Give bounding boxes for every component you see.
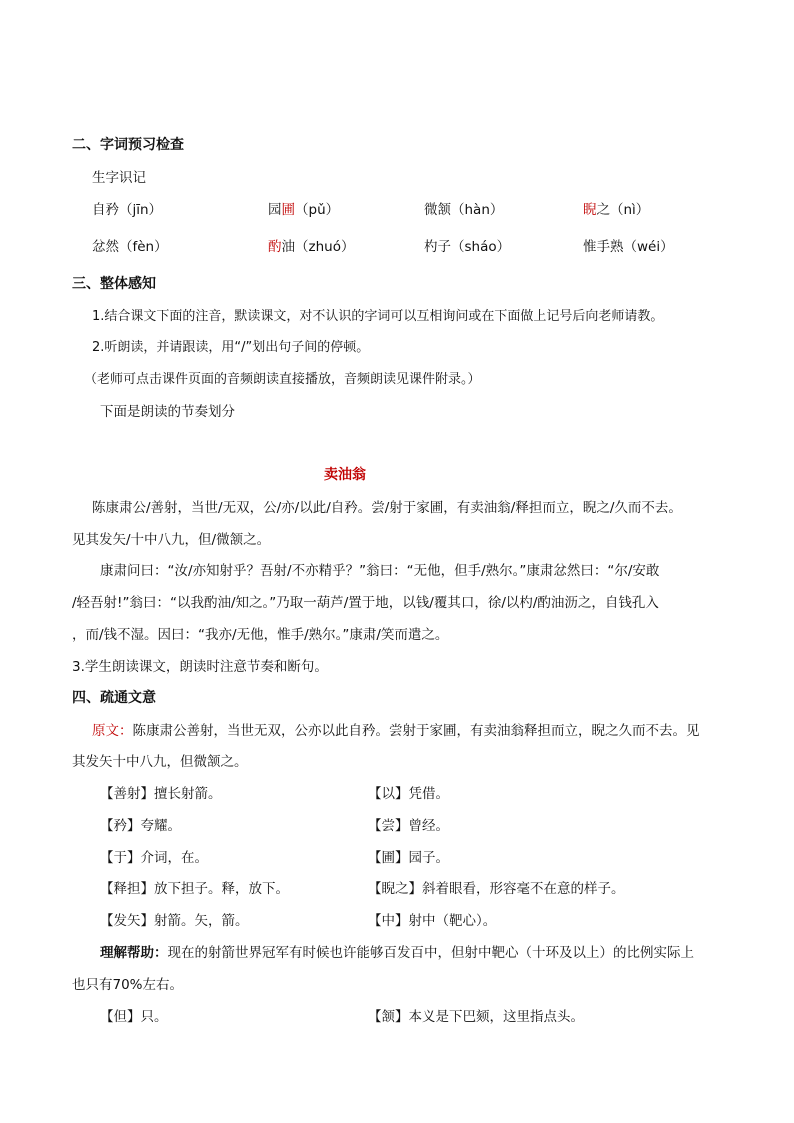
teacher-note: （老师可点击课件页面的音频朗读直接播放，音频朗读见课件附录。） [84, 372, 481, 387]
vocab-item: 忿然（fèn） [92, 239, 168, 255]
gloss-item: 【矜】夸耀。 [100, 818, 181, 834]
subheading-new-characters: 生字识记 [92, 170, 146, 186]
vocab-item: 杓子（sháo） [424, 239, 511, 255]
text-line: 见其发矢/十中八九，但/微颔之。 [72, 532, 271, 548]
gloss-item: 【中】射中（靶心）。 [368, 913, 497, 929]
reading-instruction: 3.学生朗读课文，朗读时注意节奏和断句。 [72, 659, 328, 675]
original-label: 原文： [92, 723, 133, 739]
help-label: 理解帮助： [100, 945, 168, 961]
text-title: 卖油翁 [324, 467, 366, 483]
gloss-item: 【睨之】斜着眼看，形容毫不在意的样子。 [368, 881, 625, 897]
vocab-item: 自矜（jīn） [92, 202, 163, 218]
gloss-item: 【发矢】射箭。矢，箭。 [100, 913, 249, 929]
vocab-item: 微颔（hàn） [424, 202, 504, 218]
gloss-item: 【但】只。 [100, 1009, 168, 1025]
gloss-item: 【于】介词，在。 [100, 850, 208, 866]
original-text-line: 原文：陈康肃公善射，当世无双，公亦以此自矜。尝射于家圃，有卖油翁释担而立，睨之久而不去。见 [92, 723, 700, 739]
vocab-item: 睨之（nì） [583, 202, 650, 218]
rhythm-intro: 下面是朗读的节奏划分 [100, 404, 235, 420]
instruction-1: 1.结合课文下面的注音，默读课文，对不认识的字词可以互相询问或在下面做上记号后向老师请教。 [92, 309, 664, 324]
gloss-item: 【善射】擅长射箭。 [100, 786, 222, 802]
section-heading-vocab: 二、字词预习检查 [72, 137, 184, 153]
text-line: 康肃问曰：“汝/亦知射乎？吾射/不亦精乎？”翁曰：“无他，但手/熟尔。”康肃忿然曰：“尔/安敢 [100, 563, 660, 579]
vocab-item: 酌油（zhuó） [268, 239, 355, 255]
gloss-item: 【圃】园子。 [368, 850, 449, 866]
section-heading-meaning: 四、疏通文意 [72, 690, 156, 706]
vocab-item: 园圃（pǔ） [268, 202, 340, 218]
original-text-line: 其发矢十中八九，但微颔之。 [72, 754, 248, 770]
comprehension-help-cont: 也只有70%左右。 [72, 977, 184, 993]
gloss-item: 【颔】本义是下巴颏，这里指点头。 [368, 1009, 584, 1025]
section-heading-overview: 三、整体感知 [72, 276, 156, 292]
comprehension-help: 理解帮助：现在的射箭世界冠军有时候也许能够百发百中，但射中靶心（十环及以上）的比例实际上 [100, 945, 694, 961]
text-line: ，而/钱不湿。因曰：“我亦/无他，惟手/熟尔。”康肃/笑而遣之。 [72, 627, 449, 643]
gloss-item: 【以】凭借。 [368, 786, 449, 802]
vocab-item: 惟手熟（wéi） [583, 239, 674, 255]
gloss-item: 【尝】曾经。 [368, 818, 449, 834]
text-line: /轻吾射!”翁曰：“以我酌油/知之。”乃取一葫芦/置于地，以钱/覆其口，徐/以杓/酌油沥之，自钱孔入 [72, 595, 659, 611]
instruction-2: 2.听朗读，并请跟读，用“/”划出句子间的停顿。 [92, 340, 370, 355]
gloss-item: 【释担】放下担子。释，放下。 [100, 881, 289, 897]
text-line: 陈康肃公/善射，当世/无双，公/亦/以此/自矜。尝/射于家圃，有卖油翁/释担而立，睨之/久而不去。 [92, 500, 682, 516]
